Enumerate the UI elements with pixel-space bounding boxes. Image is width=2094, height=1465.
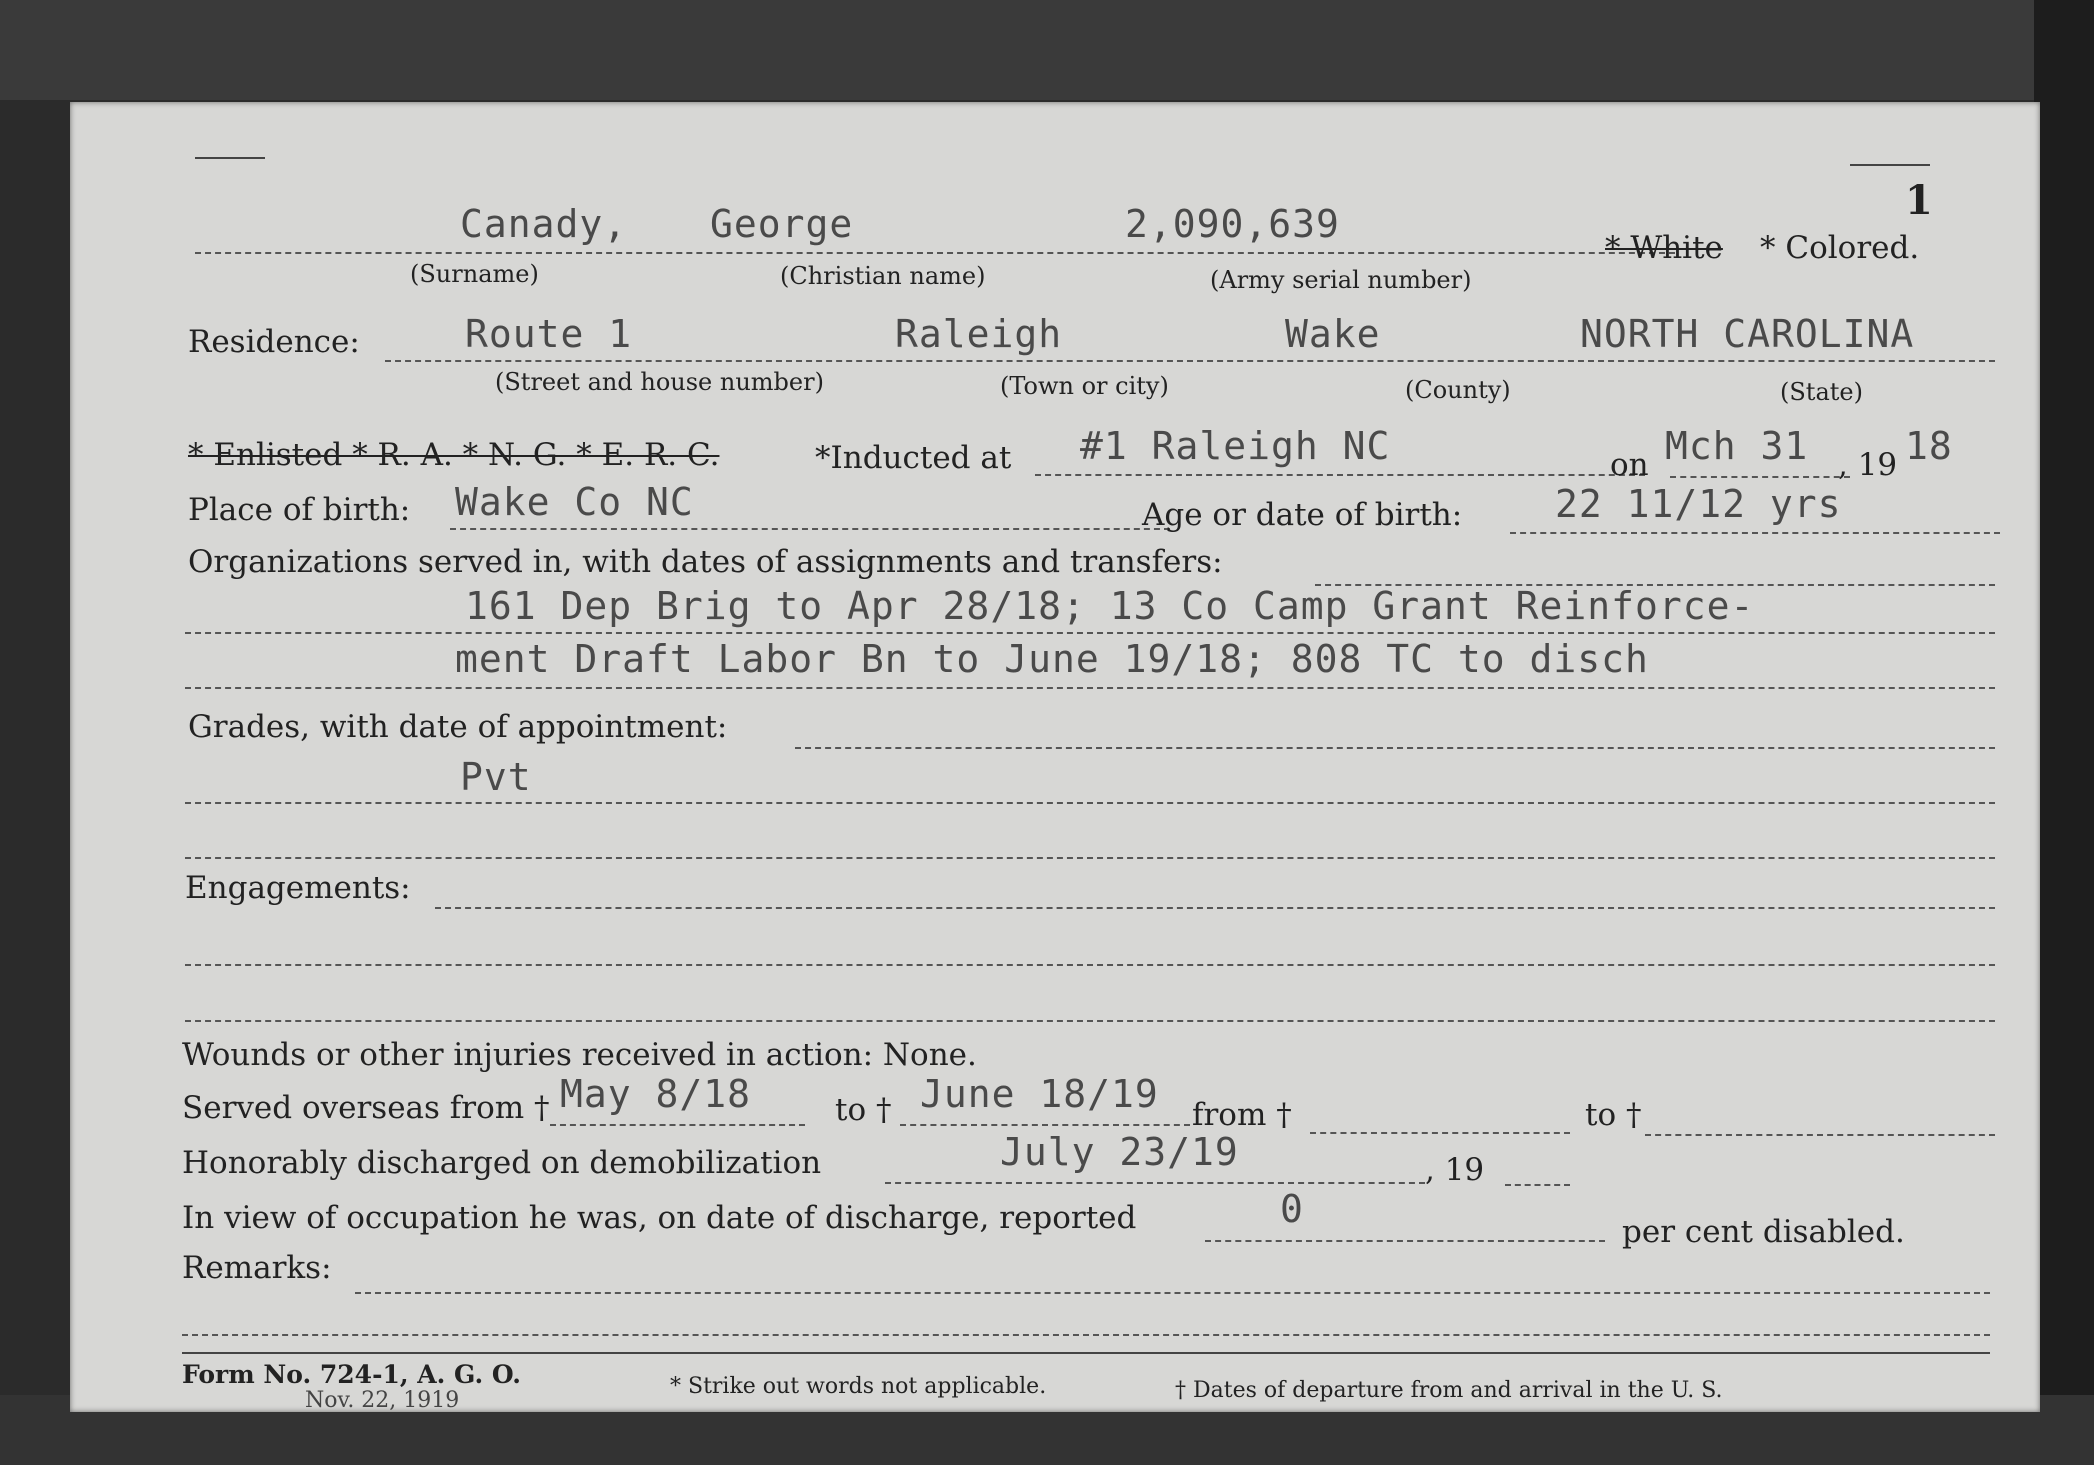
discharge-year-prefix: , 19	[1425, 1152, 1485, 1188]
grades-underline-1	[795, 747, 1995, 749]
overseas-to-label: to †	[835, 1092, 892, 1128]
remarks-label: Remarks:	[182, 1250, 332, 1286]
residence-underline	[385, 360, 1995, 362]
grades-label: Grades, with date of appointment:	[188, 709, 728, 745]
induction-year-prefix: , 19	[1838, 447, 1898, 483]
service-record-card	[70, 102, 2040, 1412]
race-colored: * Colored.	[1760, 230, 1920, 266]
organizations-underline-2	[185, 632, 1995, 634]
engagements-underline-3	[185, 1020, 1995, 1022]
residence-county-value: Wake	[1285, 312, 1381, 356]
overseas-from2-label: from †	[1192, 1097, 1292, 1133]
christian-name-value: George	[710, 202, 854, 246]
street-label: (Street and house number)	[495, 368, 824, 396]
wounds-text: Wounds or other injuries received in action: None.	[182, 1037, 977, 1073]
disability-underline	[1205, 1240, 1605, 1242]
induction-date-value: Mch 31	[1665, 424, 1809, 468]
scan-background-top	[0, 0, 2094, 100]
discharge-date-value: July 23/19	[1000, 1130, 1239, 1174]
place-of-birth-underline	[450, 528, 1170, 530]
serial-number-label: (Army serial number)	[1210, 266, 1472, 294]
organizations-line-2: ment Draft Labor Bn to June 19/18; 808 TC to disch	[455, 637, 1649, 681]
age-label: Age or date of birth:	[1142, 497, 1463, 533]
serial-number-value: 2,090,639	[1125, 202, 1340, 246]
county-label: (County)	[1405, 376, 1511, 404]
race-white-struck: * White	[1605, 230, 1723, 266]
state-label: (State)	[1780, 378, 1863, 406]
overseas-to2-underline	[1645, 1134, 1995, 1136]
overseas-to2-label: to †	[1585, 1097, 1642, 1133]
overseas-to-underline	[900, 1124, 1190, 1126]
age-value: 22 11/12 yrs	[1555, 482, 1842, 526]
organizations-line-1: 161 Dep Brig to Apr 28/18; 13 Co Camp Grant Reinforce-	[465, 584, 1755, 628]
discharge-underline	[885, 1182, 1425, 1184]
induction-year-value: 18	[1905, 424, 1953, 468]
form-date: Nov. 22, 1919	[305, 1388, 460, 1413]
place-of-birth-value: Wake Co NC	[455, 480, 694, 524]
footnote-dates: † Dates of departure from and arrival in the U. S.	[1175, 1378, 1723, 1403]
remarks-underline-1	[355, 1292, 1990, 1294]
name-underline	[195, 252, 1675, 254]
inducted-at-value: #1 Raleigh NC	[1080, 424, 1391, 468]
footer-rule	[182, 1352, 1990, 1354]
overseas-to-value: June 18/19	[920, 1072, 1159, 1116]
card-number: 1	[1905, 177, 1933, 224]
scan-background-right	[2034, 0, 2094, 1465]
top-left-mark	[195, 157, 265, 159]
grade-value: Pvt	[460, 755, 532, 799]
inducted-underline	[1035, 474, 1645, 476]
surname-label: (Surname)	[410, 260, 539, 288]
disability-label: In view of occupation he was, on date of discharge, reported	[182, 1200, 1137, 1236]
age-underline	[1510, 532, 2000, 534]
residence-label: Residence:	[188, 324, 360, 360]
residence-street-value: Route 1	[465, 312, 633, 356]
organizations-label: Organizations served in, with dates of assignments and transfers:	[188, 544, 1223, 580]
residence-town-value: Raleigh	[895, 312, 1063, 356]
organizations-underline-3	[185, 687, 1995, 689]
footnote-strike-out: * Strike out words not applicable.	[670, 1374, 1047, 1399]
overseas-from-underline	[550, 1124, 805, 1126]
remarks-underline-2	[182, 1334, 1990, 1336]
engagements-underline-2	[185, 964, 1995, 966]
residence-state-value: NORTH CAROLINA	[1580, 312, 1915, 356]
overseas-from-value: May 8/18	[560, 1072, 752, 1116]
disability-value: 0	[1280, 1187, 1304, 1231]
grades-underline-2	[185, 802, 1995, 804]
christian-name-label: (Christian name)	[780, 262, 986, 290]
top-right-mark	[1850, 164, 1930, 166]
discharge-year-underline	[1505, 1184, 1570, 1186]
form-number: Form No. 724-1, A. G. O.	[182, 1360, 521, 1389]
inducted-label: *Inducted at	[815, 440, 1012, 476]
overseas-label: Served overseas from †	[182, 1090, 550, 1126]
overseas-from2-underline	[1310, 1132, 1570, 1134]
engagements-label: Engagements:	[185, 870, 411, 906]
town-label: (Town or city)	[1000, 372, 1169, 400]
disability-suffix: per cent disabled.	[1622, 1214, 1905, 1250]
grades-underline-3	[185, 857, 1995, 859]
induction-date-underline	[1670, 476, 1850, 478]
engagements-underline-1	[435, 907, 1995, 909]
on-label: on	[1610, 447, 1649, 483]
place-of-birth-label: Place of birth:	[188, 492, 411, 528]
discharge-label: Honorably discharged on demobilization	[182, 1145, 822, 1181]
surname-value: Canady,	[460, 202, 628, 246]
enlistment-options-struck: * Enlisted * R. A. * N. G. * E. R. C.	[188, 437, 720, 473]
